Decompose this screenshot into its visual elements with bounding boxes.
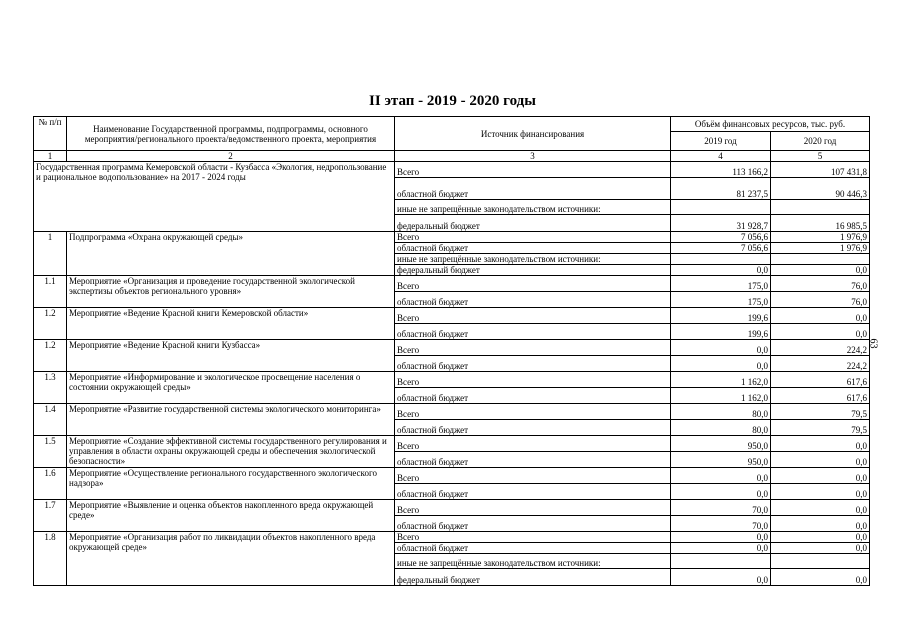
funding-source: Всего	[395, 532, 671, 543]
row-number: 1.8	[34, 532, 67, 586]
value-2019: 0,0	[671, 265, 771, 276]
row-number: 1.2	[34, 308, 67, 340]
value-2019: 0,0	[671, 484, 771, 500]
row-number: 1.5	[34, 436, 67, 468]
value-2020: 0,0	[771, 436, 870, 452]
value-2020: 0,0	[771, 543, 870, 554]
funding-source: Всего	[395, 340, 671, 356]
funding-source: Всего	[395, 436, 671, 452]
value-2020: 0,0	[771, 265, 870, 276]
row-name: Мероприятие «Развитие государственной системы экологического мониторинга»	[67, 404, 395, 436]
funding-source: Всего	[395, 162, 671, 178]
header-index: 4	[671, 151, 771, 162]
row-name: Мероприятие «Осуществление регионального государственного экологического надзора»	[67, 468, 395, 500]
row-name: Мероприятие «Создание эффективной системы государственного регулирования и управления в области охраны окружающей среды и обеспечения экологической безопасности»	[67, 436, 395, 468]
header-index: 1	[34, 151, 67, 162]
header-num: № п/п	[34, 117, 67, 151]
header-name: Наименование Государственной программы, подпрограммы, основного мероприятия/регионального проекта/ведомственного проекта, мероприятия	[67, 117, 395, 151]
value-2019: 7 056,6	[671, 232, 771, 243]
value-2020: 76,0	[771, 276, 870, 292]
value-2019: 0,0	[671, 543, 771, 554]
value-2019: 81 237,5	[671, 178, 771, 200]
funding-source: Всего	[395, 468, 671, 484]
value-2019: 199,6	[671, 324, 771, 340]
table-row	[34, 276, 870, 292]
value-2020: 0,0	[771, 324, 870, 340]
value-2019: 175,0	[671, 276, 771, 292]
value-2020: 1 976,9	[771, 243, 870, 254]
value-2019	[671, 554, 771, 569]
page-number: 63	[867, 338, 879, 349]
value-2020: 1 976,9	[771, 232, 870, 243]
table-row	[34, 468, 870, 484]
row-number: 1.3	[34, 372, 67, 404]
value-2019: 70,0	[671, 500, 771, 516]
value-2020: 76,0	[771, 292, 870, 308]
table-row	[34, 162, 870, 178]
row-number: 1.6	[34, 468, 67, 500]
funding-source: федеральный бюджет	[395, 569, 671, 586]
row-number: 1	[34, 232, 67, 276]
table-row	[34, 436, 870, 452]
value-2019: 0,0	[671, 569, 771, 586]
value-2020: 90 446,3	[771, 178, 870, 200]
table-row	[34, 232, 870, 243]
page-title: II этап - 2019 - 2020 годы	[369, 93, 536, 109]
value-2020	[771, 554, 870, 569]
header-index: 2	[67, 151, 395, 162]
funding-source: иные не запрещённые законодательством источники:	[395, 554, 671, 569]
value-2019	[671, 200, 771, 215]
row-number: 1.4	[34, 404, 67, 436]
value-2020: 617,6	[771, 372, 870, 388]
value-2020: 0,0	[771, 532, 870, 543]
funding-source: Всего	[395, 276, 671, 292]
header-source: Источник финансирования	[395, 117, 671, 151]
header-index-row	[34, 151, 870, 162]
value-2020: 617,6	[771, 388, 870, 404]
table-row	[34, 404, 870, 420]
value-2019: 950,0	[671, 452, 771, 468]
table-row	[34, 308, 870, 324]
row-name: Мероприятие «Информирование и экологическое просвещение населения о состоянии окружающей среды»	[67, 372, 395, 404]
value-2020: 224,2	[771, 340, 870, 356]
value-2019: 199,6	[671, 308, 771, 324]
funding-source: областной бюджет	[395, 292, 671, 308]
value-2020: 79,5	[771, 404, 870, 420]
table-row	[34, 340, 870, 356]
funding-source: иные не запрещённые законодательством источники:	[395, 200, 671, 215]
table-row	[34, 372, 870, 388]
header-volume: Объём финансовых ресурсов, тыс. руб.	[671, 117, 870, 132]
value-2020	[771, 254, 870, 265]
value-2019: 0,0	[671, 340, 771, 356]
row-name: Мероприятие «Организация и проведение государственной экологической экспертизы объектов регионального уровня»	[67, 276, 395, 308]
funding-source: областной бюджет	[395, 516, 671, 532]
value-2020: 0,0	[771, 500, 870, 516]
header-index: 5	[771, 151, 870, 162]
row-name: Подпрограмма «Охрана окружающей среды»	[67, 232, 395, 276]
funding-source: федеральный бюджет	[395, 215, 671, 232]
funding-source: областной бюджет	[395, 356, 671, 372]
value-2019: 0,0	[671, 356, 771, 372]
value-2020: 0,0	[771, 452, 870, 468]
value-2020: 0,0	[771, 484, 870, 500]
row-name: Мероприятие «Ведение Красной книги Кузбасса»	[67, 340, 395, 372]
funding-source: областной бюджет	[395, 484, 671, 500]
value-2019: 0,0	[671, 532, 771, 543]
value-2020: 0,0	[771, 569, 870, 586]
row-name: Мероприятие «Выявление и оценка объектов накопленного вреда окружающей среде»	[67, 500, 395, 532]
value-2019: 31 928,7	[671, 215, 771, 232]
row-name: Мероприятие «Организация работ по ликвидации объектов накопленного вреда окружающей среде»	[67, 532, 395, 586]
funding-source: иные не запрещённые законодательством источники:	[395, 254, 671, 265]
header-2019: 2019 год	[671, 132, 771, 151]
value-2019: 80,0	[671, 404, 771, 420]
funding-source: Всего	[395, 404, 671, 420]
value-2020	[771, 200, 870, 215]
value-2020: 16 985,5	[771, 215, 870, 232]
value-2019: 113 166,2	[671, 162, 771, 178]
value-2019: 80,0	[671, 420, 771, 436]
value-2020: 0,0	[771, 516, 870, 532]
row-name: Мероприятие «Ведение Красной книги Кемеровской области»	[67, 308, 395, 340]
value-2019: 1 162,0	[671, 388, 771, 404]
row-number: 1.1	[34, 276, 67, 308]
funding-source: областной бюджет	[395, 324, 671, 340]
value-2019: 175,0	[671, 292, 771, 308]
value-2019: 0,0	[671, 468, 771, 484]
table-row	[34, 532, 870, 543]
funding-source: областной бюджет	[395, 420, 671, 436]
funding-source: Всего	[395, 372, 671, 388]
funding-source: областной бюджет	[395, 178, 671, 200]
value-2019	[671, 254, 771, 265]
table-row	[34, 500, 870, 516]
row-number: 1.7	[34, 500, 67, 532]
funding-source: Всего	[395, 500, 671, 516]
funding-source: Всего	[395, 232, 671, 243]
row-number: 1.2	[34, 340, 67, 372]
value-2020: 79,5	[771, 420, 870, 436]
funding-source: областной бюджет	[395, 452, 671, 468]
funding-source: областной бюджет	[395, 243, 671, 254]
finance-table	[33, 116, 870, 586]
funding-source: федеральный бюджет	[395, 265, 671, 276]
header-row	[34, 117, 870, 132]
funding-source: областной бюджет	[395, 543, 671, 554]
value-2019: 70,0	[671, 516, 771, 532]
header-index: 3	[395, 151, 671, 162]
header-2020: 2020 год	[771, 132, 870, 151]
value-2019: 950,0	[671, 436, 771, 452]
value-2020: 0,0	[771, 468, 870, 484]
value-2019: 7 056,6	[671, 243, 771, 254]
funding-source: Всего	[395, 308, 671, 324]
value-2020: 107 431,8	[771, 162, 870, 178]
value-2020: 0,0	[771, 308, 870, 324]
program-name: Государственная программа Кемеровской области - Кузбасса «Экология, недропользование и рациональное водопользование» на 2017 - 2024 годы	[34, 162, 395, 232]
funding-source: областной бюджет	[395, 388, 671, 404]
value-2020: 224,2	[771, 356, 870, 372]
value-2019: 1 162,0	[671, 372, 771, 388]
